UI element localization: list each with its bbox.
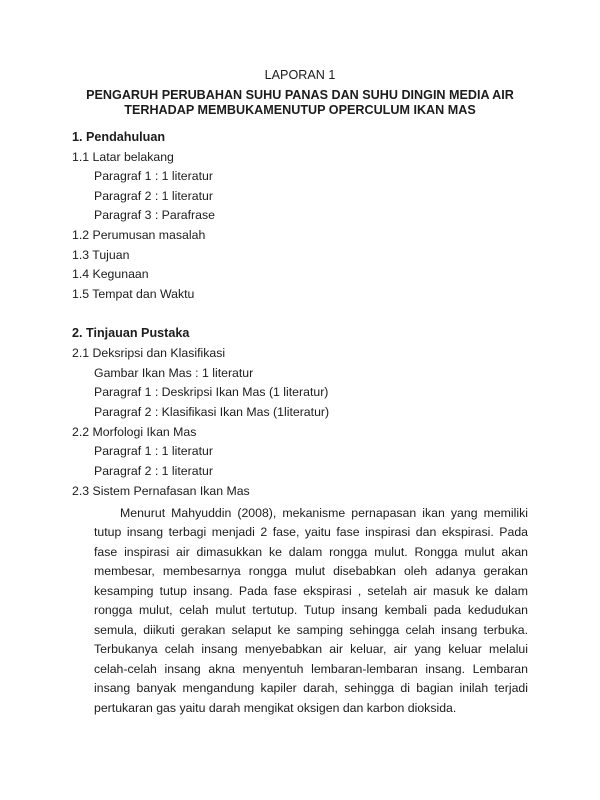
subsection-2-2: 2.2 Morfologi Ikan Mas <box>72 425 197 439</box>
subsection-1-2: 1.2 Perumusan masalah <box>72 228 206 242</box>
subsection-1-1: 1.1 Latar belakang <box>72 150 174 164</box>
report-label: LAPORAN 1 <box>264 68 336 82</box>
outline-item: Gambar Ikan Mas : 1 literatur <box>94 366 254 380</box>
outline-item: Paragraf 3 : Parafrase <box>94 208 215 222</box>
outline-item: Paragraf 2 : 1 literatur <box>94 189 213 203</box>
outline-item: Paragraf 1 : 1 literatur <box>94 444 213 458</box>
report-title-line-1: PENGARUH PERUBAHAN SUHU PANAS DAN SUHU DINGIN MEDIA AIR <box>86 88 514 102</box>
subsection-1-3: 1.3 Tujuan <box>72 248 130 262</box>
report-title <box>0 88 600 118</box>
outline-item: Paragraf 1 : Deskripsi Ikan Mas (1 literatur) <box>94 385 329 399</box>
outline-item: Paragraf 2 : Klasifikasi Ikan Mas (1literatur) <box>94 405 330 419</box>
subsection-1-4: 1.4 Kegunaan <box>72 267 149 281</box>
outline-item: Paragraf 2 : 1 literatur <box>94 464 213 478</box>
section-2-heading: 2. Tinjauan Pustaka <box>72 326 190 340</box>
subsection-2-1: 2.1 Deksripsi dan Klasifikasi <box>72 346 226 360</box>
outline-item: Paragraf 1 : 1 literatur <box>94 169 213 183</box>
subsection-1-5: 1.5 Tempat dan Waktu <box>72 287 195 301</box>
subsection-2-3: 2.3 Sistem Pernafasan Ikan Mas <box>72 484 250 498</box>
section-1-heading: 1. Pendahuluan <box>72 130 166 144</box>
body-paragraph: Menurut Mahyuddin (2008), mekanisme pernapasan ikan yang memiliki tutup insang terbagi menjadi 2 fase, yaitu fase inspirasi dan ekspirasi. Pada fase inspirasi air dimasukkan ke dalam rongga mulut. Rongga mulut akan membesar, membesarnya rongga mulut disebabkan oleh adanya gerakan kesamping tutup insang. Pada fase ekspirasi , setelah air masuk ke dalam rongga mulut, celah mulut tertutup. Tutup insang kembali pada kedudukan semula, diikuti gerakan selaput ke samping sehingga celah insang terbuka. Terbukanya celah insang menyebabkan air keluar, air yang keluar melalui celah-celah insang akna menyentuh lembaran-lembaran insang. Lembaran insang banyak mengandung kapiler darah, sehingga di bagian inilah terjadi pertukaran gas yaitu darah mengikat oksigen dan karbon dioksida. <box>94 506 528 715</box>
report-title-line-2: TERHADAP MEMBUKAMENUTUP OPERCULUM IKAN MAS <box>124 103 476 117</box>
